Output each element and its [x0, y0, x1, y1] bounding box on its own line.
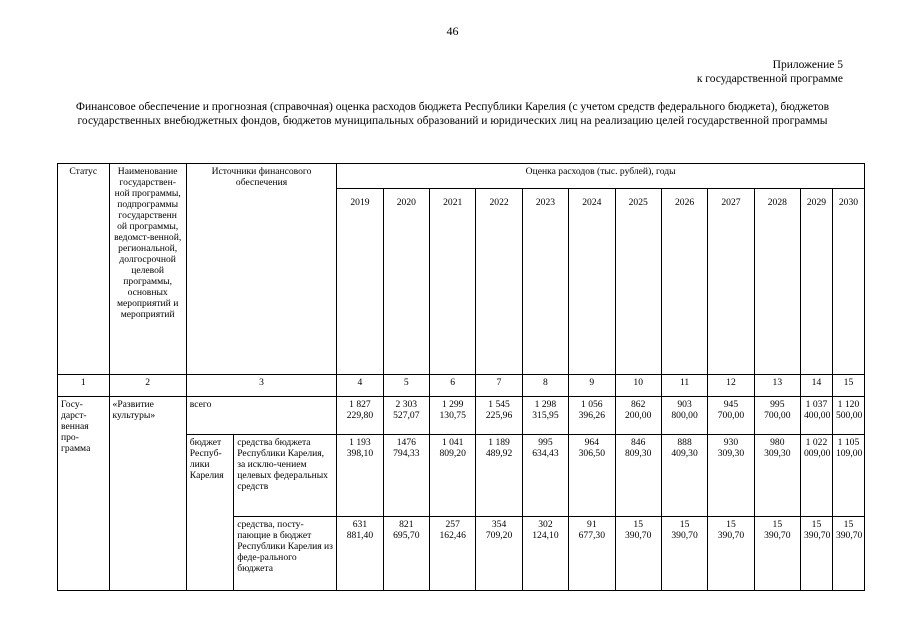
value-cell: [708, 517, 754, 591]
year-cell: 2028: [754, 189, 800, 375]
year-cell: 2022: [476, 189, 522, 375]
year-cell: 2025: [615, 189, 661, 375]
appendix-label: [697, 58, 843, 86]
value-part: 862: [630, 399, 646, 410]
value-part: 390,70: [804, 530, 831, 541]
column-index-cell: 15: [832, 375, 864, 397]
year-cell: 2029: [801, 189, 833, 375]
value-part: 15: [843, 519, 854, 530]
source-cell: средства, посту-пающие в бюджет Республики Карелия из феде-рального бюджета: [234, 517, 337, 591]
value-part: 1 545: [488, 399, 510, 410]
column-index-cell: 1: [58, 375, 110, 397]
year-cell: 2030: [832, 189, 864, 375]
value-cell: [615, 397, 661, 435]
data-row-total: [58, 397, 865, 435]
value-part: 677,30: [578, 530, 605, 541]
value-cell: [661, 517, 707, 591]
value-part: 390,70: [764, 530, 791, 541]
value-cell: [569, 517, 615, 591]
value-part: 1 105: [837, 437, 860, 448]
value-cell: [522, 397, 568, 435]
value-part: 15: [726, 519, 736, 530]
value-part: 390,70: [624, 530, 652, 541]
column-index-cell: 10: [615, 375, 661, 397]
source-cell: средства бюджета Республики Карелия, за исклю-чением целевых федеральных средств: [234, 435, 337, 517]
budget-cell: бюджет Респуб-лики Карелия: [186, 435, 233, 591]
value-cell: [383, 517, 429, 591]
value-part: 2 303: [395, 399, 418, 410]
value-part: 15: [679, 519, 690, 530]
value-part: 309,30: [764, 448, 791, 459]
value-part: 229,80: [346, 410, 374, 421]
value-cell: [801, 435, 833, 517]
value-part: 1 120: [837, 399, 860, 410]
value-part: 995: [770, 399, 785, 410]
column-index-cell: 14: [801, 375, 833, 397]
value-cell: [708, 397, 754, 435]
value-part: 309,30: [717, 448, 745, 459]
value-part: 390,70: [671, 530, 698, 541]
column-index-cell: 7: [476, 375, 522, 397]
value-part: 980: [770, 437, 785, 448]
column-index-cell: 11: [661, 375, 707, 397]
value-cell: [832, 435, 864, 517]
value-part: 1 298: [534, 399, 557, 410]
column-index-cell: 5: [383, 375, 429, 397]
value-cell: [337, 397, 383, 435]
value-part: 390,70: [835, 530, 863, 541]
value-cell: [476, 397, 522, 435]
source-cell: всего: [186, 397, 336, 435]
value-part: 709,20: [485, 530, 513, 541]
value-part: 809,30: [624, 448, 652, 459]
value-part: 15: [633, 519, 643, 530]
value-cell: [615, 517, 661, 591]
value-part: 91: [587, 519, 597, 530]
value-part: 124,10: [532, 530, 559, 541]
column-index-cell: 2: [109, 375, 186, 397]
value-part: 1 037: [805, 399, 828, 410]
value-cell: [754, 517, 800, 591]
value-cell: [522, 517, 568, 591]
value-cell: [661, 397, 707, 435]
value-part: 631: [352, 519, 368, 530]
value-cell: [430, 517, 476, 591]
year-cell: 2026: [661, 189, 707, 375]
value-cell: [832, 517, 864, 591]
budget-table: [57, 163, 865, 591]
year-cell: 2021: [430, 189, 476, 375]
column-index-cell: 9: [569, 375, 615, 397]
document-title: Финансовое обеспечение и прогнозная (справочная) оценка расходов бюджета Республики Карелия (с учетом средств федерального бюджета), бюджетов государственных внебюджетных фондов, бюджетов муниципальных образований и юридических лиц на реализацию целей государственной программы: [75, 101, 830, 127]
value-cell: [801, 517, 833, 591]
value-part: 489,92: [485, 448, 513, 459]
value-part: 1476: [396, 437, 416, 448]
column-index-row: [58, 375, 865, 397]
value-part: 15: [772, 519, 783, 530]
value-part: 945: [723, 399, 739, 410]
value-part: 903: [677, 399, 692, 410]
value-part: 398,10: [346, 448, 374, 459]
value-part: 930: [723, 437, 739, 448]
value-part: 009,00: [804, 448, 831, 459]
value-part: 257: [445, 519, 460, 530]
year-cell: 2023: [522, 189, 568, 375]
appendix-line-2: к государственной программе: [696, 73, 843, 85]
column-index-cell: 13: [754, 375, 800, 397]
value-part: 400,00: [804, 410, 831, 421]
program-name-cell: «Развитие культуры»: [109, 397, 186, 591]
value-cell: [476, 435, 522, 517]
value-part: 409,30: [671, 448, 698, 459]
value-part: 306,50: [578, 448, 605, 459]
value-part: 130,75: [439, 410, 466, 421]
value-part: 1 827: [349, 399, 371, 410]
value-part: 700,00: [717, 410, 745, 421]
value-part: 1 299: [441, 399, 464, 410]
value-cell: [708, 435, 754, 517]
value-part: 354: [491, 519, 507, 530]
value-cell: [569, 435, 615, 517]
column-index-cell: 8: [522, 375, 568, 397]
page-number: 46: [446, 24, 459, 38]
header-program-name: Наименование государствен-ной программы, подпрограммы государственн ой программы, ведомст-венной, региональной, долгосрочной целевой программы, основных мероприятий и мероприятий: [109, 164, 186, 375]
value-part: 794,33: [393, 448, 420, 459]
value-part: 634,43: [532, 448, 559, 459]
year-cell: 2020: [383, 189, 429, 375]
value-cell: [615, 435, 661, 517]
value-cell: [476, 517, 522, 591]
value-part: 162,46: [439, 530, 466, 541]
status-cell: Госу-дарст-венная про-грамма: [58, 397, 110, 591]
year-cell: 2019: [337, 189, 383, 375]
value-cell: [383, 435, 429, 517]
value-part: 390,70: [717, 530, 745, 541]
value-part: 396,26: [578, 410, 605, 421]
value-cell: [569, 397, 615, 435]
value-cell: [832, 397, 864, 435]
header-row-1: [58, 164, 865, 189]
value-cell: [661, 435, 707, 517]
year-cell: 2027: [708, 189, 754, 375]
value-cell: [522, 435, 568, 517]
value-cell: [754, 435, 800, 517]
value-part: 1 022: [805, 437, 828, 448]
value-part: 527,07: [393, 410, 420, 421]
value-cell: [430, 397, 476, 435]
value-part: 846: [630, 437, 646, 448]
value-part: 1 189: [488, 437, 510, 448]
value-part: 1 056: [581, 399, 603, 410]
value-part: 821: [399, 519, 414, 530]
value-cell: [337, 435, 383, 517]
header-expense-estimate: Оценка расходов (тыс. рублей), годы: [337, 164, 865, 189]
value-part: 315,95: [532, 410, 559, 421]
value-part: 800,00: [671, 410, 698, 421]
header-status: Статус: [58, 164, 110, 375]
value-cell: [383, 397, 429, 435]
value-part: 695,70: [393, 530, 420, 541]
value-cell: [801, 397, 833, 435]
value-part: 1 041: [441, 437, 464, 448]
value-part: 995: [538, 437, 553, 448]
column-index-cell: 12: [708, 375, 754, 397]
value-cell: [754, 397, 800, 435]
appendix-line-1: Приложение 5: [772, 59, 843, 71]
value-part: 109,00: [835, 448, 863, 459]
value-cell: [430, 435, 476, 517]
value-part: 881,40: [346, 530, 374, 541]
header-funding-sources: Источники финансового обеспечения: [186, 164, 336, 375]
year-cell: 2024: [569, 189, 615, 375]
value-part: 302: [538, 519, 553, 530]
value-part: 888: [677, 437, 692, 448]
column-index-cell: 6: [430, 375, 476, 397]
value-part: 964: [584, 437, 599, 448]
value-part: 15: [811, 519, 822, 530]
column-index-cell: 4: [337, 375, 383, 397]
value-part: 500,00: [835, 410, 863, 421]
value-cell: [337, 517, 383, 591]
value-part: 200,00: [624, 410, 652, 421]
value-part: 1 193: [349, 437, 371, 448]
value-part: 700,00: [764, 410, 791, 421]
value-part: 225,96: [485, 410, 513, 421]
column-index-cell: 3: [186, 375, 336, 397]
value-part: 809,20: [439, 448, 466, 459]
